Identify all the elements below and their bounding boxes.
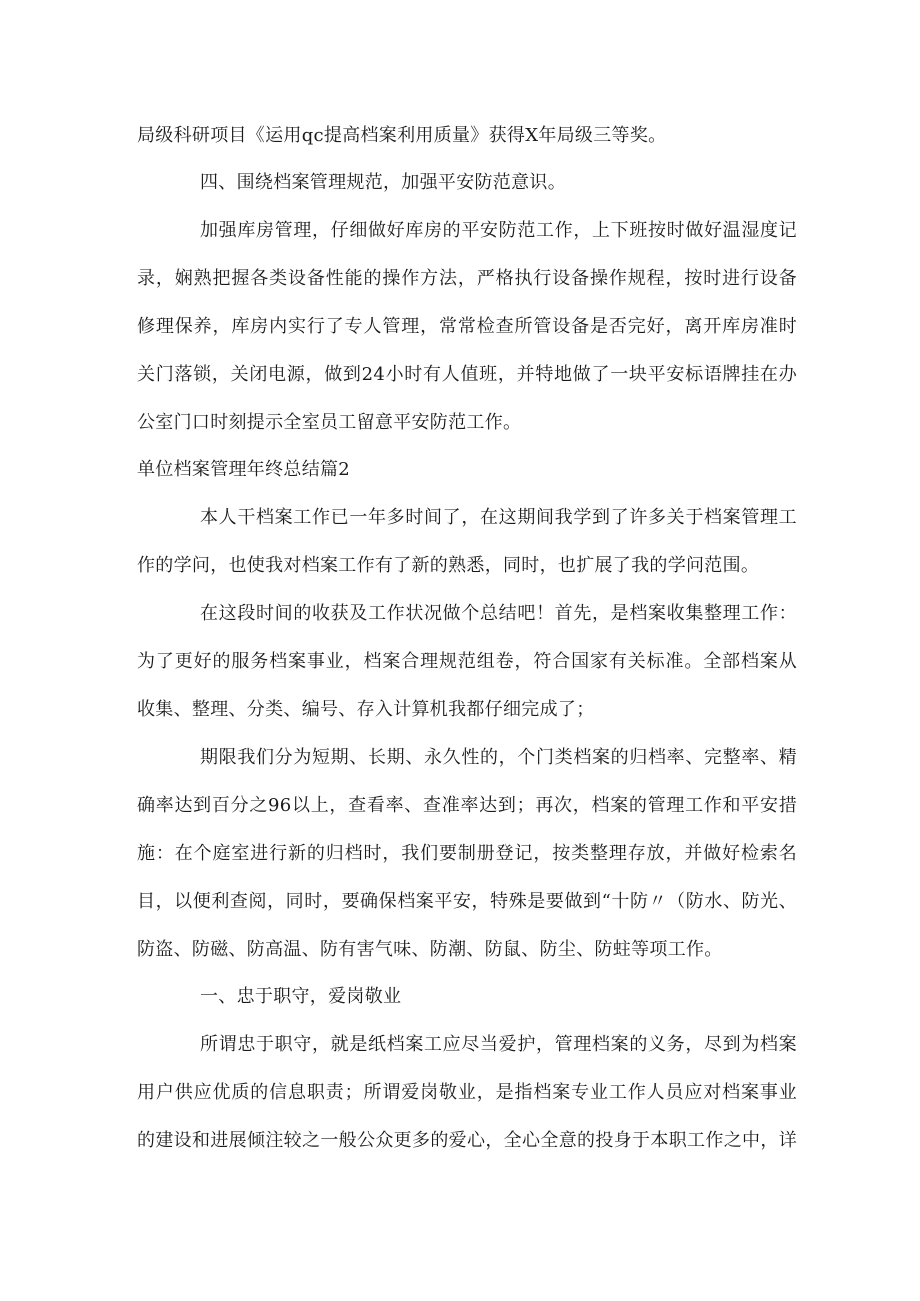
- paragraph-line: 录，娴熟把握各类设备性能的操作方法，严格执行设备操作规程，按时进行设备: [137, 268, 797, 289]
- paragraph-line: 所谓忠于职守，就是纸档案工应尽当爱护，管理档案的义务，尽到为档案: [200, 1034, 797, 1055]
- paragraph-line: 作的学问，也使我对档案工作有了新的熟悉，同时，也扩展了我的学问范围。: [137, 555, 760, 576]
- paragraph-line: 目，以便利查阅，同时，要确保档案平安，特殊是要做到“十防〃（防水、防光、: [137, 891, 797, 912]
- paragraph-line: 修理保养，库房内实行了专人管理，常常检查所管设备是否完好，离开库房准时: [137, 316, 797, 337]
- paragraph-line: 加强库房管理，仔细做好库房的平安防范工作，上下班按时做好温湿度记: [200, 220, 797, 241]
- paragraph-line: 施：在个庭室进行新的归档时，我们要制册登记，按类整理存放，并做好检索名: [137, 843, 797, 864]
- paragraph-line: 在这段时间的收获及工作状况做个总结吧！首先，是档案收集整理工作：: [200, 603, 797, 624]
- article-title: 单位档案管理年终总结篇2: [137, 459, 351, 480]
- paragraph-line: 公室门口时刻提示全室员工留意平安防范工作。: [137, 412, 522, 433]
- paragraph-line: 期限我们分为短期、长期、永久性的，个门类档案的归档率、完整率、精: [200, 747, 797, 768]
- paragraph-line: 关门落锁，关闭电源，做到24小时有人值班，并特地做了一块平安标语牌挂在办: [137, 364, 797, 385]
- paragraph-line: 为了更好的服务档案事业，档案合理规范组卷，符合国家有关标准。全部档案从: [137, 651, 797, 672]
- section-heading: 一、忠于职守，爱岗敬业: [200, 986, 402, 1007]
- paragraph-line: 防盗、防磁、防高温、防有害气味、防潮、防鼠、防尘、防蛀等项工作。: [137, 939, 723, 960]
- paragraph-line: 收集、整理、分类、编号、存入计算机我都仔细完成了；: [137, 699, 595, 720]
- paragraph-line: 局级科研项目《运用qc提高档案利用质量》获得X年局级三等奖。: [137, 125, 667, 146]
- section-heading: 四、围绕档案管理规范，加强平安防范意识。: [200, 172, 566, 193]
- paragraph-line: 用户供应优质的信息职责；所谓爱岗敬业，是指档案专业工作人员应对档案事业: [137, 1082, 797, 1103]
- paragraph-line: 本人干档案工作已一年多时间了，在这期间我学到了许多关于档案管理工: [200, 507, 797, 528]
- paragraph-line: 的建设和进展倾注较之一般公众更多的爱心，全心全意的投身于本职工作之中，详: [137, 1130, 797, 1151]
- paragraph-line: 确率达到百分之96以上，查看率、查准率达到；再次，档案的管理工作和平安措: [137, 795, 797, 816]
